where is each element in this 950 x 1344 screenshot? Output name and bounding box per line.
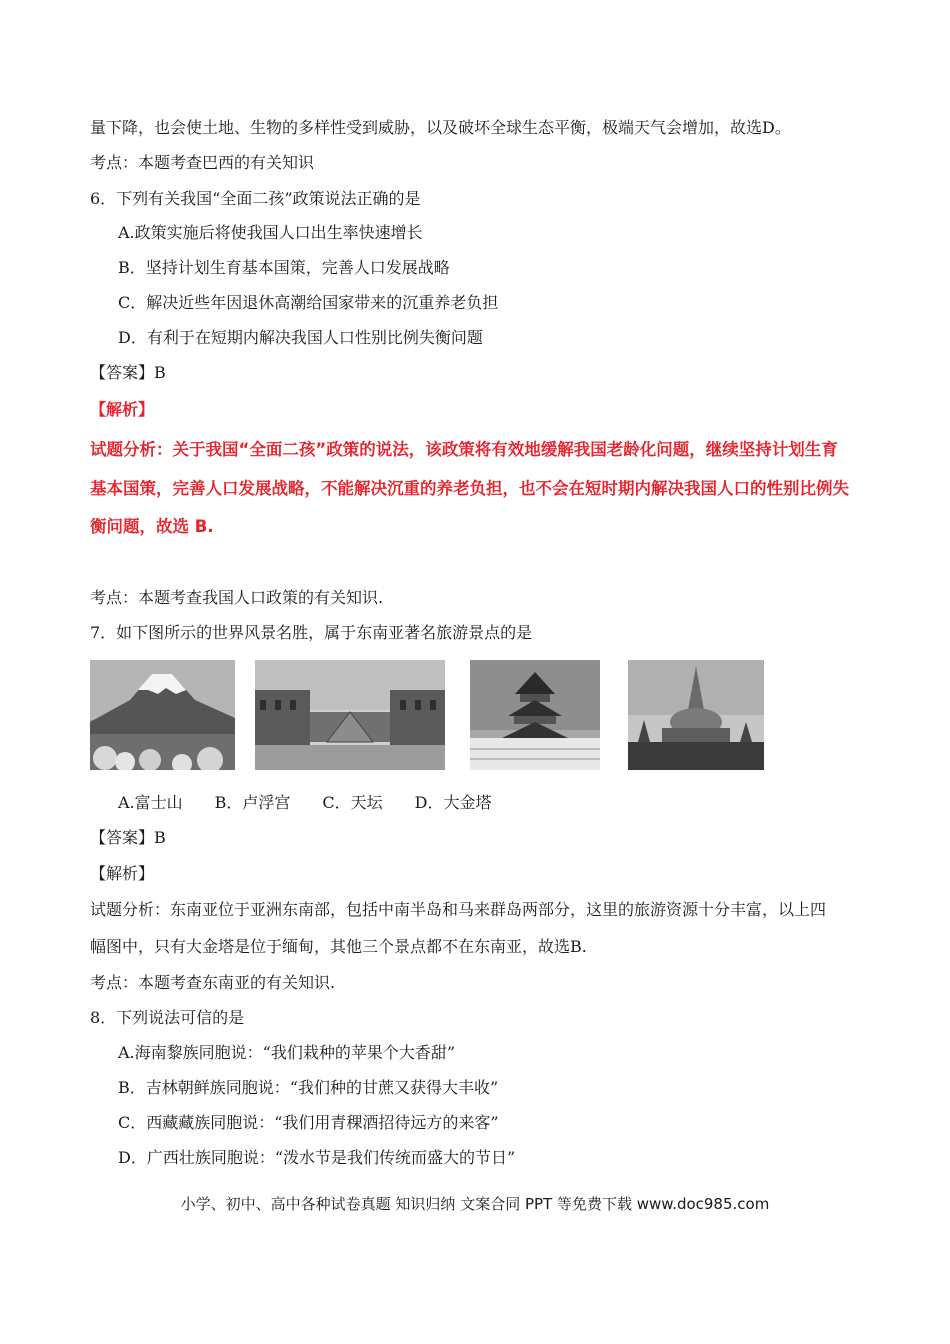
shwedagon-pagoda-photo: [628, 660, 764, 770]
q7-analysis-line-2: 幅图中，只有大金塔是位于缅甸，其他三个景点都不在东南亚，故选B.: [90, 937, 587, 956]
mount-fuji-photo: [90, 660, 235, 770]
q6-analysis-heading: 【解析】: [90, 400, 155, 419]
q7-analysis-line-1: 试题分析：东南亚位于亚洲东南部，包括中南半岛和马来群岛两部分，这里的旅游资源十分丰富，以上四: [90, 900, 827, 919]
text-line: 量下降，也会使土地、生物的多样性受到威胁，以及破坏全球生态平衡，极端天气会增加，故选D。: [90, 118, 791, 137]
q8-option-c: C．西藏藏族同胞说：“我们用青稞酒招待远方的来客”: [118, 1113, 499, 1132]
q6-option-d: D．有利于在短期内解决我国人口性别比例失衡问题: [118, 328, 483, 347]
q6-option-c: C．解决近些年因退休高潮给国家带来的沉重养老负担: [118, 293, 499, 312]
q7-analysis-heading: 【解析】: [90, 864, 155, 883]
q8-stem: 8．下列说法可信的是: [90, 1008, 245, 1027]
q6-analysis-line-1: 试题分析：关于我国“全面二孩”政策的说法，该政策将有效地缓解我国老龄化问题，继续坚持计划生育: [90, 440, 838, 459]
q6-analysis-line-2: 基本国策，完善人口发展战略，不能解决沉重的养老负担，也不会在短时期内解决我国人口的性别比例失: [90, 479, 849, 498]
q8-option-a: A.海南黎族同胞说：“我们栽种的苹果个大香甜”: [118, 1043, 456, 1062]
q7-stem: 7．如下图所示的世界风景名胜，属于东南亚著名旅游景点的是: [90, 623, 533, 642]
louvre-photo: [255, 660, 445, 770]
q6-analysis-line-3: 衡问题，故选 B.: [90, 517, 214, 536]
kaodian-line: 考点：本题考查巴西的有关知识: [90, 153, 315, 172]
q7-answer: 【答案】B: [90, 828, 166, 847]
q6-stem: 6．下列有关我国“全面二孩”政策说法正确的是: [90, 189, 421, 208]
q6-option-b: B．坚持计划生育基本国策，完善人口发展战略: [118, 258, 450, 277]
temple-of-heaven-photo: [470, 660, 600, 770]
q8-option-d: D．广西壮族同胞说：“泼水节是我们传统而盛大的节日”: [118, 1148, 516, 1167]
q7-kaodian: 考点：本题考查东南亚的有关知识.: [90, 973, 336, 992]
q6-kaodian: 考点：本题考查我国人口政策的有关知识.: [90, 588, 384, 607]
q7-options: A.富士山 B．卢浮宫 C．天坛 D．大金塔: [118, 793, 492, 812]
page-footer: 小学、初中、高中各种试卷真题 知识归纳 文案合同 PPT 等免费下载 www.doc985.com: [180, 1195, 770, 1213]
q8-option-b: B．吉林朝鲜族同胞说：“我们种的甘蔗又获得大丰收”: [118, 1078, 499, 1097]
q6-answer: 【答案】B: [90, 363, 166, 382]
q6-option-a: A.政策实施后将使我国人口出生率快速增长: [118, 223, 423, 242]
